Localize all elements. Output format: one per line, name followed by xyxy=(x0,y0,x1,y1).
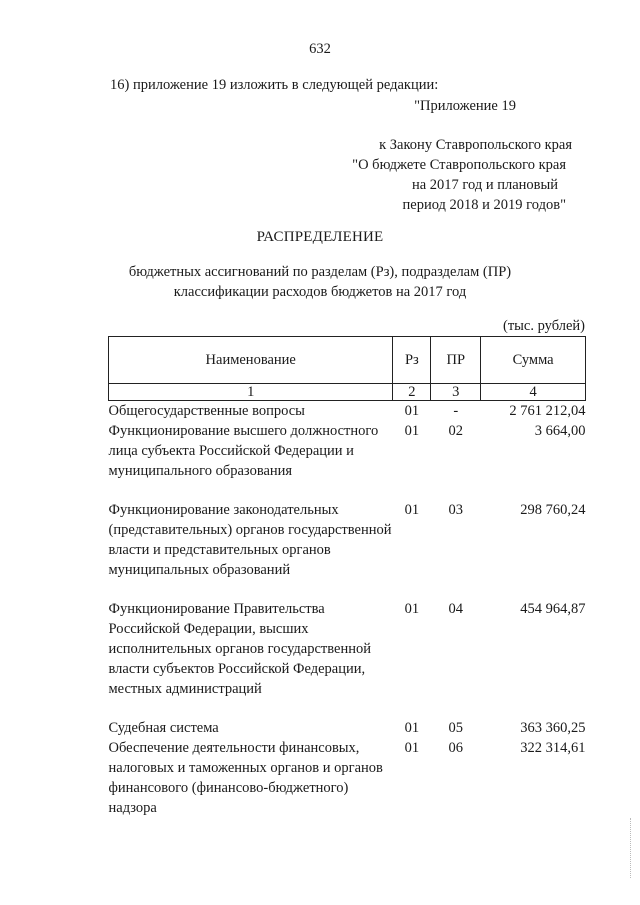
appendix-ref-line: к Закону Ставропольского края xyxy=(379,137,572,153)
row-sum: 2 761 212,04 xyxy=(509,403,586,419)
header-pr: ПР xyxy=(431,337,481,384)
header-sum: Сумма xyxy=(481,337,586,384)
appendix-ref-line: период 2018 и 2019 годов" xyxy=(402,197,566,213)
document-heading: РАСПРЕДЕЛЕНИЕ xyxy=(256,229,384,245)
row-sum: 298 760,24 xyxy=(520,502,586,518)
column-number: 2 xyxy=(393,384,431,401)
row-pr: - xyxy=(453,403,459,419)
row-rz: 01 xyxy=(404,720,420,736)
row-name: Функционирование высшего должностного лица субъекта Российской Федерации и муниципального образования xyxy=(108,423,379,479)
table-row xyxy=(109,599,586,718)
row-rz: 01 xyxy=(404,423,420,439)
row-pr: 05 xyxy=(448,720,464,736)
column-number: 3 xyxy=(431,384,481,401)
appendix-ref-line: "О бюджете Ставропольского края xyxy=(352,157,566,173)
budget-table xyxy=(108,336,586,818)
column-number: 4 xyxy=(481,384,586,401)
row-pr: 06 xyxy=(448,740,464,756)
row-name: Судебная система xyxy=(108,720,219,736)
header-rz: Рз xyxy=(393,337,431,384)
column-number-row xyxy=(109,384,586,401)
table-row xyxy=(109,738,586,818)
table-row xyxy=(109,401,586,422)
row-rz: 01 xyxy=(404,601,420,617)
row-name: Общегосударственные вопросы xyxy=(108,403,305,419)
row-rz: 01 xyxy=(404,502,420,518)
table-row xyxy=(109,718,586,738)
column-number: 1 xyxy=(109,384,393,401)
page-number: 632 xyxy=(309,41,331,57)
appendix-ref-line: на 2017 год и плановый xyxy=(411,177,558,193)
row-pr: 04 xyxy=(448,601,464,617)
row-sum: 454 964,87 xyxy=(520,601,586,617)
table-header-row xyxy=(109,337,586,384)
row-name: Функционирование Правительства Российской Федерации, высших исполнительных органов государственной власти субъектов Российской Федерации, местных администраций xyxy=(108,601,371,697)
table-row xyxy=(109,500,586,599)
row-pr: 02 xyxy=(448,423,464,439)
row-name: Обеспечение деятельности финансовых, налоговых и таможенных органов и органов финансового (финансово-бюджетного) надзора xyxy=(108,740,383,816)
row-rz: 01 xyxy=(404,740,420,756)
units-label: (тыс. рублей) xyxy=(503,318,585,334)
row-sum: 363 360,25 xyxy=(520,720,586,736)
row-pr: 03 xyxy=(448,502,464,518)
scan-margin-mark xyxy=(630,818,633,878)
subheading-line: бюджетных ассигнований по разделам (Рз), подразделам (ПР) xyxy=(128,264,512,280)
document-subheading xyxy=(0,262,640,302)
appendix-reference xyxy=(272,135,572,215)
subheading-line: классификации расходов бюджетов на 2017 год xyxy=(173,284,467,300)
intro-line: 16) приложение 19 изложить в следующей редакции: xyxy=(110,77,439,93)
table-row xyxy=(109,421,586,500)
row-sum: 3 664,00 xyxy=(534,423,586,439)
header-name: Наименование xyxy=(109,337,393,384)
row-rz: 01 xyxy=(404,403,420,419)
row-name: Функционирование законодательных (представительных) органов государственной власти и представительных органов муниципальных образований xyxy=(108,502,392,578)
appendix-title: "Приложение 19 xyxy=(414,98,516,114)
row-sum: 322 314,61 xyxy=(520,740,586,756)
